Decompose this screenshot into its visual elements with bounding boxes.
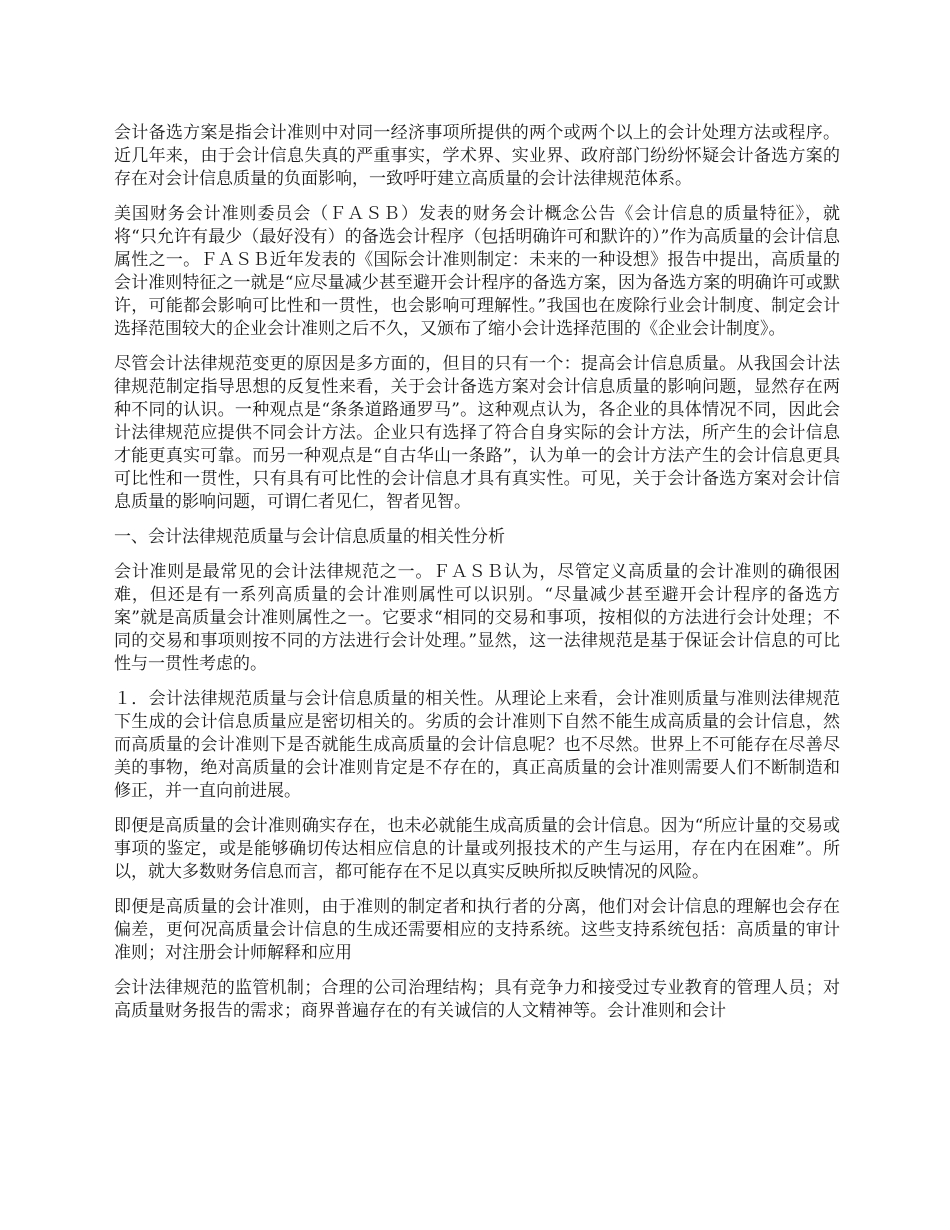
paragraph-purpose: 尽管会计法律规范变更的原因是多方面的，但目的只有一个：提高会计信息质量。从我国会计法律规范制定指导思想的反复性来看，关于会计备选方案对会计信息质量的影响问题，显然存在两种不同的认识。一种观点是“条条道路通罗马”。这种观点认为，各企业的具体情况不同，因此会计法律规范应提供不同会计方法。企业只有选择了符合自身实际的会计方法，所产生的会计信息才能更真实可靠。而另一种观点是“自古华山一条路”，认为单一的会计方法产生的会计信息更具可比性和一贯性，只有具有可比性的会计信息才具有真实性。可见，关于会计备选方案对会计信息质量的影响问题，可谓仁者见仁，智者见智。	[114, 354, 840, 512]
paragraph-fasb: 美国财务会计准则委员会（ＦＡＳＢ）发表的财务会计概念公告《会计信息的质量特征》，就将“只允许有最少（最好没有）的备选会计程序（包括明确许可和默许的）”作为高质量的会计信息属性之一。ＦＡＳＢ近年发表的《国际会计准则制定：未来的一种设想》报告中提出，高质量的会计准则特征之一就是“应尽量减少甚至避开会计程序的备选方案，因为备选方案的明确许可或默许，可能都会影响可比性和一贯性，也会影响可理解性。”我国也在废除行业会计制度、制定会计选择范围较大的企业会计准则之后不久，又颁布了缩小会计选择范围的《企业会计制度》。	[114, 204, 840, 339]
paragraph-intro: 会计备选方案是指会计准则中对同一经济事项所提供的两个或两个以上的会计处理方法或程序。近几年来，由于会计信息失真的严重事实，学术界、实业界、政府部门纷纷怀疑会计备选方案的存在对会计信息质量的负面影响，一致呼吁建立高质量的会计法律规范体系。	[114, 123, 840, 189]
paragraph-support-systems: 即便是高质量的会计准则，由于准则的制定者和执行者的分离，他们对会计信息的理解也会存在偏差，更何况高质量会计信息的生成还需要相应的支持系统。这些支持系统包括：高质量的审计准则；对注册会计师解释和应用	[114, 897, 840, 963]
paragraph-relevance: １．会计法律规范质量与会计信息质量的相关性。从理论上来看，会计准则质量与准则法律规范下生成的会计信息质量应是密切相关的。劣质的会计准则下自然不能生成高质量的会计信息，然而高质量的会计准则下是否就能生成高质量的会计信息呢？也不尽然。世界上不可能存在尽善尽美的事物，绝对高质量的会计准则肯定是不存在的，真正高质量的会计准则需要人们不断制造和修正，并一直向前进展。	[114, 689, 840, 801]
paragraph-measurement: 即便是高质量的会计准则确实存在，也未必就能生成高质量的会计信息。因为“所应计量的交易或事项的鉴定，或是能够确切传达相应信息的计量或列报技术的产生与运用，存在内在困难”。所以，就大多数财务信息而言，都可能存在不足以真实反映所拟反映情况的风险。	[114, 816, 840, 882]
document-page	[114, 122, 840, 1035]
paragraph-standards: 会计准则是最常见的会计法律规范之一。ＦＡＳＢ认为，尽管定义高质量的会计准则的确很困难，但还是有一系列高质量的会计准则属性可以识别。“尽量减少甚至避开会计程序的备选方案”就是高质量会计准则属性之一。它要求“相同的交易和事项，按相似的方法进行会计处理；不同的交易和事项则按不同的方法进行会计处理。”显然，这一法律规范是基于保证会计信息的可比性与一贯性考虑的。	[114, 562, 840, 674]
section-heading: 一、会计法律规范质量与会计信息质量的相关性分析	[114, 527, 505, 547]
paragraph-supervision: 会计法律规范的监管机制；合理的公司治理结构；具有竞争力和接受过专业教育的管理人员；对高质量财务报告的需求；商界普遍存在的有关诚信的人文精神等。会计准则和会计	[114, 978, 840, 1021]
